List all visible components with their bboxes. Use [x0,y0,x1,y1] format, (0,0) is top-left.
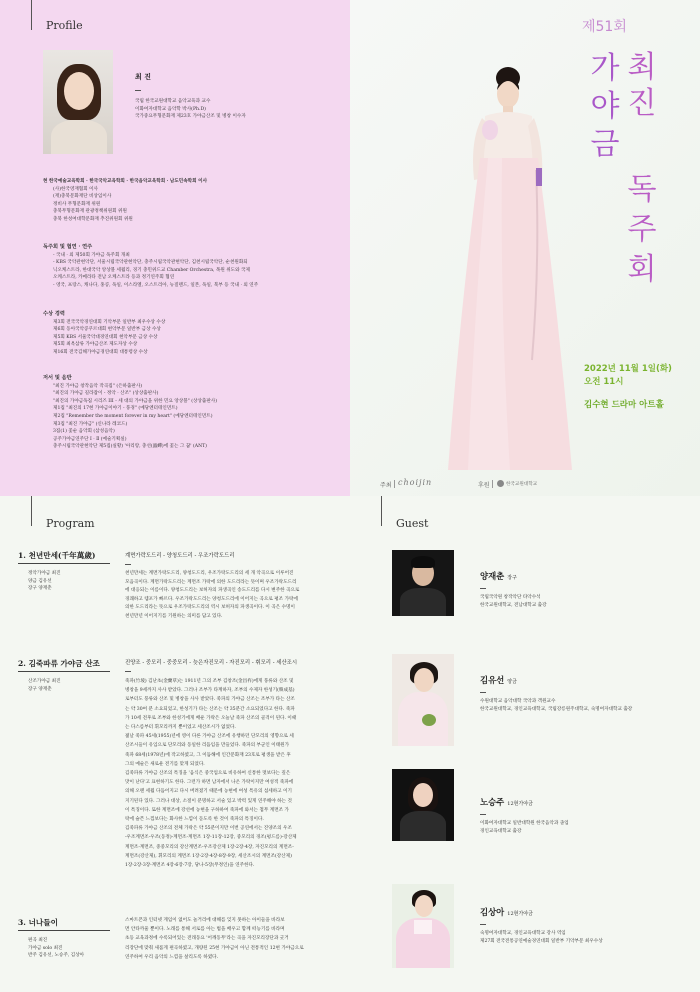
guest-name [480,570,517,582]
role-line: 정악가야금 최진 [28,571,61,576]
desc-line: -우조계면조-우조(동정)-계면조-계면조 1장-11장-12장, 중모리의 경조(평드름)-강산제 [125,835,297,841]
desc-line: 천년만년 이어지기를 기원하는 의미를 담고 있다. [125,613,223,619]
org-line: 현 한국예술교육학회 · 한국국악교육학회 · 한국음악교육학회 · 남도민속학회 이사 [43,179,208,184]
desc-line: 모음곡이다. 계면가락도드리는 계면조 가락에 의한 도드리라는 뜻이며 우조가락도드리 [125,579,297,585]
poster-title-recital: 독주회 [627,172,657,287]
guest-name-text: 양재춘 [480,571,505,581]
profile-awards [43,311,343,357]
program-item-underline [18,671,110,672]
bio-line: 경인교육대학교 출강 [480,828,522,834]
org-line: 충북 한성여대학문화재 추진위원회 위원 [53,216,133,222]
desc-line: 경쾌하고 템포가 빠르다. 우조가락도드리는 양청도드리에 이어지는 곡으로 평조 가락에 [125,596,298,602]
desc-line: 에 대응되는 이름이다. 양청도드리는 보허자의 파생곡인 송도드리를 다시 변주한 곡으로 [125,588,300,594]
program-item-title: 3. 너나들이 [18,918,58,927]
program-dash [125,564,131,565]
poster-date: 2022년 11월 1일(화) [584,364,672,374]
desc-line: 의한 도드리라는 뜻으로 우조가락도드리의 역시 보허자의 파생곡이다. 이 곡은 수명이 [125,605,295,611]
guest-dash [480,588,486,589]
guest-dash [480,692,486,693]
guest-role: 장구 [507,575,517,581]
sponsor-name: 한국교원대학교 [506,482,538,487]
desc-line: 계면조(강산제), 휘모리의 계면조 1장-2장-4장-8장-9장, 세산조시의 계면조(강산제) [125,853,292,859]
guest-title: Guest [396,517,429,530]
book-line: 제1집 "최진의 17현 가야금이야기 - 풍경" (예당엔터테인먼트) [53,406,178,412]
award-line: 제3회 전국국악경연대회 기악부문 일반부 최우수상 수상 [53,319,166,325]
program-item-desc [125,570,350,622]
program-item-roles [28,937,123,960]
guest-divider [381,496,382,526]
desc-line: 맛이 난다'고 표현하기도 한다. 그런가 하면 남자에서 나온 가락이지만 여성적 죽파에 [125,780,294,786]
activity-line: 닉오케스트라, 한대국악 앙상블 세월리, 경기 충민위드교 Chamber Orchestra, 목원 위도와 국제 [53,267,250,273]
desc-line: 천년만세는 계면가락도드리, 양청도드리, 우조가락도드리의 세 개 악곡으로 이루어진 [125,571,294,576]
award-line: 제16회 전국김해가야금경연대회 대통령상 수상 [53,349,148,355]
award-line: 제5회 최옥삼류 가야금산조 제도자상 수상 [53,342,138,348]
desc-line: 리장단에 맞춰 새롭게 편곡하였고, 개량된 25현 가야금이 아닌 전통적인 12현 가야금으로 [125,945,304,951]
org-line: (사)한국영재협회 이사 [53,186,98,192]
guest-role: 12현가야금 [507,801,533,807]
guest-dash [480,924,486,925]
program-item-desc [125,916,350,962]
desc-line: 1장-2장-3장-계면조 4장-6장-7장, 당나-5장(무정인)을 연주한다. [125,863,255,869]
sponsor-label: 후원 [478,482,490,489]
poster-time: 오전 11시 [584,377,624,387]
host-label: 주최 [380,482,392,489]
profile-photo [43,50,113,154]
program-item-underline [18,930,110,931]
guest-photo [392,884,454,968]
guest-bio [480,930,690,945]
role-line: 장구 양재춘 [28,586,52,592]
book-line: 충주시립국악관현악단 제5집(실황) '아리랑, 충선(蟲蟬)에 꽃는 그 꿈' (ANT) [53,444,207,450]
bio-line: 국립국악원 창작악단 타악수석 [480,595,541,600]
program-item-desc [125,677,350,870]
guest-photo [392,769,454,841]
profile-dash [135,90,141,91]
book-line: 제3집 "최진 가야금" (신나라 레코드) [53,421,128,427]
program-item-title: 2. 김죽파류 가야금 산조 [18,659,100,668]
program-item-subtitle: 진양조 - 중모리 - 중중모리 - 늦은자진모리 - 자진모리 - 휘모리 - 세산조시 [125,660,298,666]
org-line: 충북무형문화재 관광정책위원회 위원 [53,209,127,215]
profile-name: 최 진 [135,72,151,81]
poster-edition: 제51회 [582,19,627,35]
books-title: 저서 및 음반 [43,375,72,381]
guest-photo [392,550,454,616]
desc-line: 그의 예술은 새로운 전기를 맞게 되었다. [125,761,205,767]
desc-line: 가 10세 전후로 조부와 한성기에게 배운 가락은 오늘날 죽파 산조의 골격이 된다. 이때 [125,715,297,721]
position-line: 국립 한국교원대학교 음악교육과 교수 [135,99,211,104]
award-title: 수상 경력 [43,311,65,317]
profile-divider [31,0,32,30]
program-dash [125,671,131,672]
sponsor-emblem-icon [497,480,504,487]
profile-orgs [43,178,343,224]
desc-line: 면 안타까울 뿐이다. 노래를 통해 서로를 아는 법을 배우고 함께 떠능기를 바라며 [125,927,285,933]
bio-line: 수원대학교 음악대학 국악과 객원교수 [480,699,556,704]
org-line: 정비사 무형문화재 위원 [53,201,101,207]
role-line: 장구 양재춘 [28,686,52,692]
role-line: 산조가야금 최진 [28,679,61,684]
desc-line: 스마트폰과 인터넷 게임이 없어도 놀거리에 대해를 잊지 못하는 아이들을 바라보 [125,918,285,923]
activity-title: 독주회 및 협연 · 연주 [43,244,93,250]
profile-activity [43,244,348,290]
book-line: 공주가야금연주단 Ⅰ · Ⅱ (예술기획실) [53,436,127,442]
poster-venue: 김수현 드라마 아트홀 [584,400,664,410]
program-item-title: 1. 천년만세(千年萬歲) [18,551,96,560]
program-title: Program [46,517,95,530]
guest-photo [392,654,454,746]
book-line: "최진 가야금 창작음악 작곡집" (은하출판사) [53,383,143,389]
profile-books [43,375,343,451]
poster-title-name: 최 진 [627,50,657,121]
bio-line: 숙명여자대학교, 경인교육대학교 강사 역임 [480,931,566,936]
desc-line: 김죽파류 가야금 산조의 전체 가락은 약 55분이지만 이번 공연에서는 진양조의 우조 [125,826,292,832]
guest-name-text: 김상아 [480,907,505,917]
activity-line: - 영국, 프랑스, 캐나다, 홍콩, 독일, 이스라엘, 오스트리아, 뉴질랜드, 일본, 독일, 북부 등 국내 · 외 연주 [53,282,259,288]
role-line: 가야금 solo 최진 [28,945,63,951]
position-line: 국가중요무형문화재 제23호 가야금산조 및 병창 이수자 [135,114,246,120]
guest-role: 12현가야금 [507,911,533,917]
award-line: 제6회 동아국악콩쿠르대회 현악부문 일반부 금상 수상 [53,327,161,333]
desc-line: 로부터도 풍류와 산조 및 병창을 사사 받았다. 죽파의 가야금 산조는 조부가 타는 산조 [125,697,295,703]
guest-role: 양금 [507,679,517,685]
activity-line: - KBS 국악관현악단, 서울시립국악관현악단, 충주시립국악관현악단, 김천시립국악단, 순천원화되 [53,260,248,266]
performer-figure [440,60,580,480]
role-line: 양금 김유선 [28,578,52,584]
guest-dash [480,814,486,815]
bio-line: 제27회 전국전통공연예술경연대회 일반부 기악부문 최우수상 [480,938,603,944]
role-line: 반주 김유선, 노승주, 김상아 [28,953,85,959]
poster-title-instrument: 가야금 [590,51,620,162]
org-line: (재)충북문화재단 비상임이사 [53,194,112,200]
program-divider [31,496,32,526]
bio-line: 이화여자대학교 일반대학원 한국음악과 졸업 [480,821,569,826]
desc-line: 초등 교육과정에 수록되어있는 전래동요 '어깨동무'라는 곡을 자진모리장단과 굿거 [125,936,289,942]
desc-line: 죽파 68세(1978년)에 작고하였고, 그 이듬해에 인간문화재 23호로 평생을 받은 후 [125,752,291,758]
sponsor-separator [492,480,493,488]
award-line: 제5회 KBS 서울국악대경연대회 현악부문 금상 수상 [53,334,158,340]
desc-line: 젊날 죽파 45세(1955)년에 영이 다른 가야금 산조에 유행하던 단모리의 영향으로 세 [125,734,294,740]
guest-bio [480,698,690,713]
activity-line: 오케스트라, 카메라타 전남 오케스트라 등과 정기연주회 협연 [53,275,175,281]
guest-name-text: 김유선 [480,675,505,685]
desc-line: 연주하여 우리 음악의 느낌을 살리도록 하였다. [125,954,219,960]
bio-line: 한국교원대학교, 경인교육대학교, 국립강릉원주대학교, 숙명여자대학교 출강 [480,706,633,712]
host-logo: choijin [398,478,433,487]
program-item-roles [28,570,113,593]
activity-line: - 국내 · 외 제50회 가야금 독주회 개최 [53,252,130,258]
program-item-subtitle: 계면가락도드리 - 양청도드리 - 우조가락도드리 [125,553,235,559]
guest-name [480,796,533,808]
desc-line: 의해 오랜 세월 다듬어지고 다시 버려졌기 때문에 농현에 여성 특유의 섬세하고 이기 [125,789,292,795]
position-line: 이화여자대학교 음악학 박사(Ph.D) [135,106,206,112]
desc-line: 김죽파류 가야금 산조의 특징을 '음식은 중국업으로 비유하여 신통한 멋보다는 깊은 [125,771,291,777]
book-line: 3집(1) 꽃순 음악회 (삼성음악) [53,429,115,435]
desc-line: 산조시들이 유입으로 단모리와 동일한 리듬임을 만들었다. 죽파의 부군인 이태원가 [125,743,290,749]
role-line: 편곡 최진 [28,938,48,943]
guest-bio [480,594,690,609]
desc-line: 락에 슬픈 느낌보다는 화사한 느낌이 돋도록 한 것이 죽파의 특징이다. [125,817,264,823]
program-item-underline [18,563,110,564]
guest-name-text: 노승주 [480,797,505,807]
book-line: "최진의 가야금 길라잡이 - 정악 · 산조" (상상출판사) [53,391,159,397]
desc-line: 는 약 30여 분 소요되었고, 한성기가 타는 산조는 약 35분간 소요되었다고 한다. 죽파 [125,706,295,712]
desc-line: 지기된다 있다. 그러나 대상, 소절이 분명하고 서술 있고 박력 있게 연주해야 하는 것 [125,798,292,804]
book-line: 제2집 "Remember the moment forever in my heart" (예당엔터테인먼트) [53,413,213,419]
guest-bio [480,820,690,835]
desc-line: 죽파(竹坡) 김난초(金蘭草)는 1911년 그의 조부 김창조(金昌祚)에게 풍류와 산조 및 [125,679,294,684]
profile-positions [135,98,340,121]
guest-name [480,674,517,686]
desc-line: 이 특징이다. 또한 계면조에 강선에 농현을 구하하여 죽파에 와서는 첩무 계면조 가 [125,807,289,813]
program-item-roles [28,678,113,693]
book-line: "최진의 가야금독집 시리즈 III - 세 대의 가야금을 위한 민요 앙상블" (상상출판사) [53,398,217,404]
profile-title: Profile [46,19,83,32]
desc-line: 병창을 9세까지 사사 받았다. 그러나 조부가 타계하자, 조부의 수제자 한성기(韓成基) [125,688,295,694]
desc-line: 는 다스름부터 휘모리까지 뿐이었고 세산조시가 없었다. [125,725,236,731]
desc-line: 계면조-계면조, 중중모리의 강산계면조-우조강산제 1장-2장-4장, 자진모리의 계면조- [125,844,294,850]
bio-line: 한국교원대학교, 전남대학교 출강 [480,602,547,608]
guest-name [480,906,533,918]
host-separator [394,480,395,488]
